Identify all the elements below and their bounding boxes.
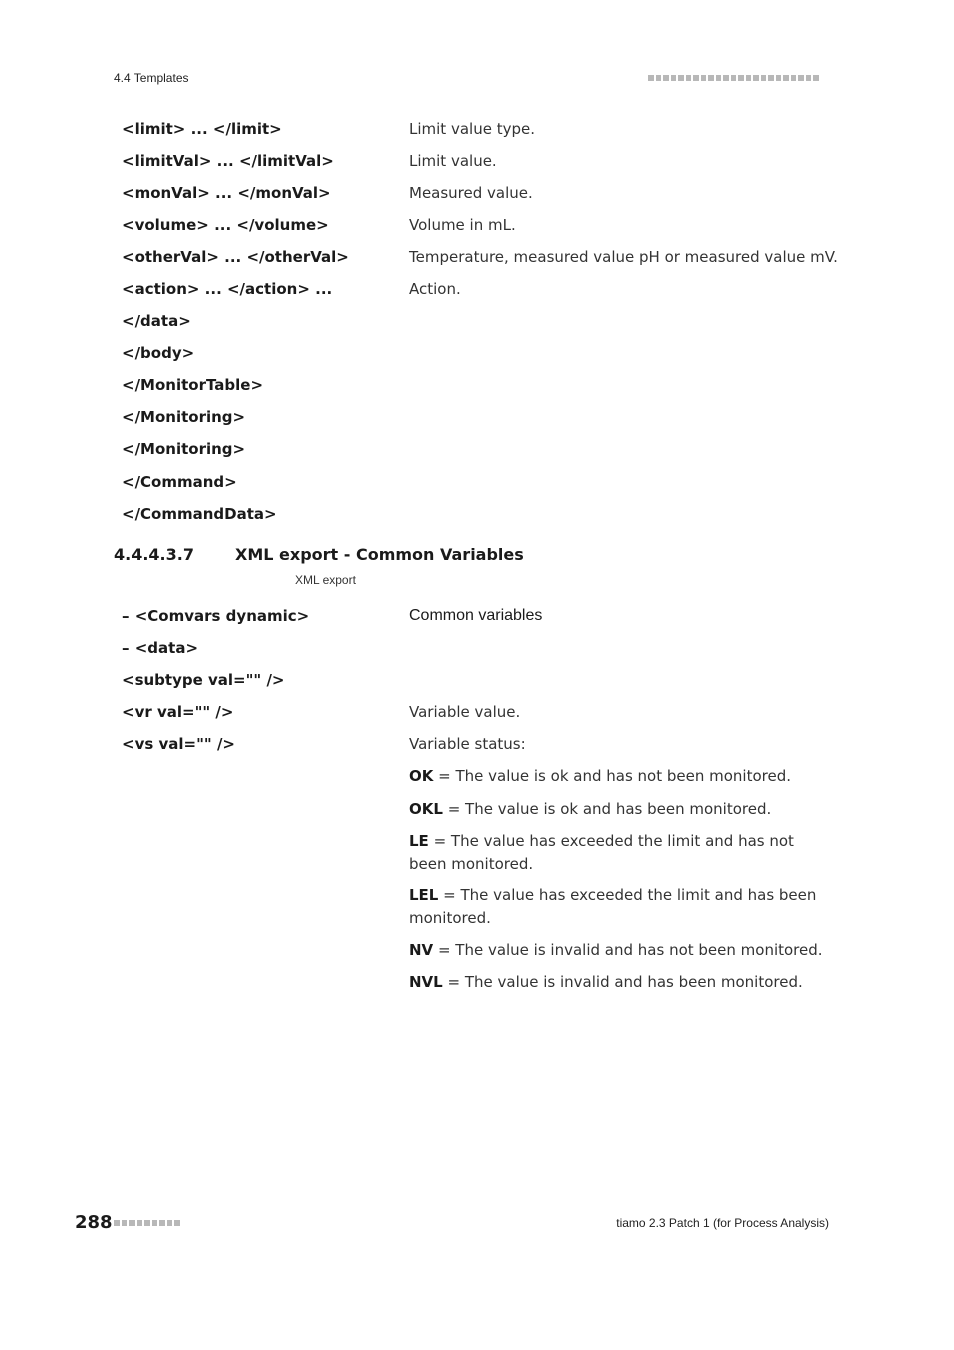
section-title: XML export - Common Variables xyxy=(235,545,524,564)
tag-vr: <vr val="" /> xyxy=(122,703,234,721)
tag-data-close: </data> xyxy=(122,312,191,330)
tag-comvars-dynamic: – <Comvars dynamic> xyxy=(122,607,310,625)
status-lel: LEL = The value has exceeded the limit and has been monitored. xyxy=(409,886,817,927)
status-le: LE = The value has exceeded the limit and has not been monitored. xyxy=(409,832,794,873)
tag-commanddata-close: </CommandData> xyxy=(122,505,277,523)
header-decoration xyxy=(648,75,819,81)
status-nv: NV = The value is invalid and has not been monitored. xyxy=(409,941,823,959)
section-number: 4.4.4.3.7 xyxy=(114,545,194,564)
tag-command-close: </Command> xyxy=(122,473,237,491)
section-subtitle: XML export xyxy=(295,573,356,587)
tag-volume: <volume> ... </volume> xyxy=(122,216,329,234)
desc-limitval: Limit value. xyxy=(409,152,497,170)
tag-limitval: <limitVal> ... </limitVal> xyxy=(122,152,334,170)
tag-limit: <limit> ... </limit> xyxy=(122,120,282,138)
desc-limit: Limit value type. xyxy=(409,120,535,138)
desc-vs: Variable status: xyxy=(409,735,526,753)
status-okl: OKL = The value is ok and has been monitored. xyxy=(409,800,772,818)
desc-action: Action. xyxy=(409,280,461,298)
desc-monval: Measured value. xyxy=(409,184,533,202)
tag-vs: <vs val="" /> xyxy=(122,735,236,753)
desc-volume: Volume in mL. xyxy=(409,216,516,234)
tag-monitoring-close: </Monitoring> xyxy=(122,408,246,426)
tag-monitoring-close: </Monitoring> xyxy=(122,440,246,458)
page-number: 288 xyxy=(75,1212,113,1233)
status-nvl: NVL = The value is invalid and has been monitored. xyxy=(409,973,803,991)
tag-body-close: </body> xyxy=(122,344,195,362)
running-header-section: 4.4 Templates xyxy=(114,71,189,85)
tag-monval: <monVal> ... </monVal> xyxy=(122,184,331,202)
tag-action: <action> ... </action> ... xyxy=(122,280,333,298)
footer-decoration xyxy=(114,1220,180,1226)
tag-otherval: <otherVal> ... </otherVal> xyxy=(122,248,349,266)
desc-comvars-dynamic: Common variables xyxy=(409,607,543,624)
desc-otherval: Temperature, measured value pH or measured value mV. xyxy=(409,248,838,266)
tag-subtype: <subtype val="" /> xyxy=(122,671,285,689)
tag-data-open: – <data> xyxy=(122,639,199,657)
footer-product: tiamo 2.3 Patch 1 (for Process Analysis) xyxy=(616,1216,829,1230)
desc-vr: Variable value. xyxy=(409,703,521,721)
tag-monitortable-close: </MonitorTable> xyxy=(122,376,264,394)
status-ok: OK = The value is ok and has not been monitored. xyxy=(409,767,792,785)
